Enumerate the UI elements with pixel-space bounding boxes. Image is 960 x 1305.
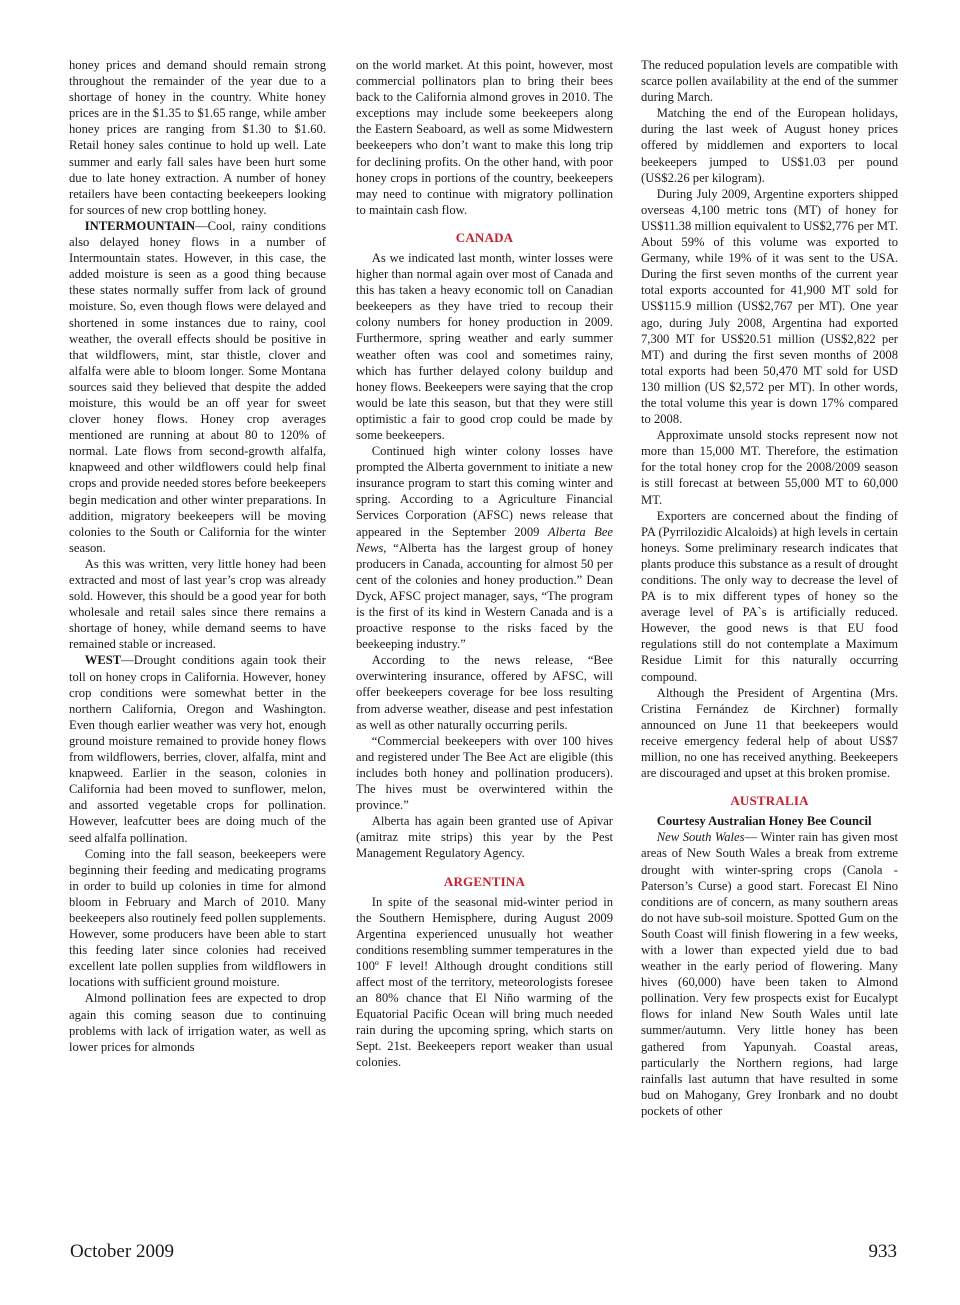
paragraph: Exporters are concerned about the finding of PA (Pyrrilozidic Alcaloids) at high levels in certain honeys. Some preliminary research indicates that plants produce this substance as a result of drought conditions. The only way to decrease the level of PA is to mix different types of honey so the average level of PA`s is artificially reduced. However, the good news is that EU food regulations still do not contemplate a Maximum Residue Limit for this naturally occurring compound.	[641, 508, 898, 684]
paragraph: Approximate unsold stocks represent now not more than 15,000 MT. Therefore, the estimation for the total honey crop for the 2008/2009 season is still forecast at between 55,000 MT to 60,000 MT.	[641, 428, 898, 507]
column-left	[69, 57, 326, 1055]
paragraph-text: Continued high winter colony losses have prompted the Alberta government to initiate a new insurance program to start this coming winter and spring. According to a Agriculture Financial Services Corporation (AFSC) news release that appeared in the September 2009	[356, 444, 613, 539]
paragraph: Although the President of Argentina (Mrs. Cristina Fernández de Kirchner) formally announced on June 11 that beekeepers would receive emergency federal help of about US$7 million, no one has received anything. Beekeepers are discouraged and upset at this broken promise.	[641, 685, 898, 781]
paragraph: “Commercial beekeepers with over 100 hives and registered under The Bee Act are eligible (this includes both honey and pollination producers). The hives must be overwintered within the province.”	[356, 733, 613, 813]
region-lead: WEST	[84, 653, 122, 668]
paragraph: Coming into the fall season, beekeepers were beginning their feeding and medicating programs in order to build up colonies in time for almond bloom in February and March of 2010. Many beekeepers also routinely feed pollen supplements. However, some producers have been able to start this feeding later since colonies had received excellent late pollen supplies from wildflowers in locations with sufficient ground moisture.	[69, 846, 326, 990]
section-heading-australia: AUSTRALIA	[730, 793, 809, 809]
paragraph: Alberta has again been granted use of Apivar (amitraz mite strips) this year by the Pest Management Regulatory Agency.	[356, 814, 613, 861]
paragraph-west	[69, 652, 326, 845]
region-lead: INTERMOUNTAIN	[84, 218, 196, 233]
paragraph: As we indicated last month, winter losses were higher than normal again over most of Canada and this has taken a heavy economic toll on Canadian beekeepers as they have tried to recoup their colony numbers for honey production in 2009. Furthermore, spring weather and early summer weather often was cool and sometimes rainy, which has further delayed colony buildup and honey flows. Beekeepers were saying that the crop would be late this season, but that they were still optimistic a fair to good crop could be made by some beekeepers.	[356, 250, 613, 442]
column-right	[641, 57, 898, 1119]
paragraph-text: —Drought conditions again took their toll on honey crops in California. However, honey crop conditions were somewhat better in the northern California, Oregon and Washington. Even though earlier weather was very hot, enough ground moisture remained to provide honey flows from wildflowers, berries, clover, alfalfa, mint and knapweed. Earlier in the season, colonies in California had been moved to sunflower, melon, and assorted vegetable crops for pollination. However, leafcutter bees are doing much of the seed alfalfa pollination.	[69, 653, 326, 845]
paragraph-text: , “Alberta has the largest group of honey producers in Canada, accounting for almost 50 per cent of the colonies and honey production.” Dean Dyck, AFSC project manager, says, “The program is the first of its kind in Western Canada and is a proactive response to the risks faced by the beekeeping industry.”	[356, 540, 613, 652]
paragraph: Almond pollination fees are expected to drop again this coming season due to continuing problems with lack of irrigation water, as well as lower prices for almonds	[69, 991, 326, 1054]
paragraph-text: — Winter rain has given most areas of New South Wales a break from extreme drought with winter-spring crops (Canola - Paterson’s Curse) a good start. Forecast El Nino conditions are of concern, as many southern areas do not have sub-soil moisture. Spotted Gum on the South Coast will finish flowering in a few weeks, with a lower than expected yield due to bad weather in the early period of flowering. Many hives (60,000) have been taken to Almond pollination. Very few prospects exist for Eucalypt flows for inland New South Wales until late summer/autumn. Very little honey has been gathered from Yapunyah. Coastal areas, particularly the Northern regions, had large rainfalls last autumn that have resulted in some bud on Mahogany, Grey Ironbark and no doubt pockets of other	[641, 830, 898, 1118]
paragraph: In spite of the seasonal mid-winter period in the Southern Hemisphere, during August 2009 Argentina experienced unusually hot weather conditions resembling summer temperatures in the 100º F level! Although drought conditions still affect most of the territory, meteorologists foresee an 80% chance that El Niño warming of the Equatorial Pacific Ocean will bring much needed rain during the upcoming spring, which starts on Sept. 21st. Beekeepers report weaker than usual colonies.	[356, 894, 613, 1070]
column-middle	[356, 57, 613, 1071]
paragraph-intermountain	[69, 218, 326, 556]
paragraph: Matching the end of the European holidays, during the last week of August honey prices offered by middlemen and exporters to local beekeepers jumped to US$1.03 per pound (US$2.26 per kilogram).	[641, 106, 898, 185]
paragraph: During July 2009, Argentine exporters shipped overseas 4,100 metric tons (MT) of honey for US$11.38 million equivalent to US$2,776 per MT. About 59% of this volume was exported to Germany, while 19% of it was sent to the USA. During the first seven months of the current year total exports accounted for 41,900 MT sold for US$115.9 million (US$2,767 per MT). One year ago, during July 2008, Argentina had exported 7,300 MT for US$20.51 million (US$2,822 per MT) and during the first seven months of 2008 total exports had been 50,470 MT sold for USD 130 million (US $2,572 per MT). In other words, the total volume this year is down 17% compared to 2008.	[641, 186, 898, 427]
publication-title: Alberta Bee News	[356, 524, 613, 555]
page-number: 933	[868, 1241, 897, 1262]
paragraph: The reduced population levels are compatible with scarce pollen availability at the end of the summer during March.	[641, 58, 898, 105]
paragraph: According to the news release, “Bee overwintering insurance, offered by AFSC, will offer beekeepers coverage for bee loss resulting from adverse weather, disease and pest infestation as well as other naturally occurring perils.	[356, 653, 613, 732]
section-heading-argentina: ARGENTINA	[443, 873, 526, 889]
paragraph: honey prices and demand should remain strong throughout the remainder of the year due to a shortage of honey in the country. White honey prices are in the $1.35 to $1.65 range, while amber honey prices are ranging from $1.30 to $1.60. Retail honey sales continue to hold up well. Late summer and early fall sales have been hurt some due to late honey extraction. A number of honey retailers have been contacting beekeepers looking for sources of new crop bottling honey.	[69, 58, 326, 217]
paragraph-text: —Cool, rainy conditions also delayed honey flows in a number of Intermountain states. However, in this case, the added moisture is seen as a good thing because these states normally suffer from lack of ground moisture. So, even though flows were delayed and shortened in some instances due to rainy, cool weather, the overall effects should be positive in that wildflowers, mint, star thistle, clover and alfalfa were able to bloom longer. Some Montana sources said they believed that despite the added moisture, this would be an off year for sweet clover honey flows. Honey crop averages mentioned are running at about 80 to 120% of normal. Late flows from second-growth alfalfa, knapweed and other wildflowers could help final crops and provide needed stores before beekeepers begin medication and other winter preparations. In addition, migratory beekeepers will be moving colonies to the South or California for the winter season.	[69, 218, 326, 555]
paragraph-afsc	[356, 443, 613, 652]
paragraph-nsw	[641, 829, 898, 1119]
paragraph: on the world market. At this point, however, most commercial pollinators plan to bring their bees back to the California almond groves in 2010. The exceptions may include some beekeepers along the Eastern Seaboard, as well as some Midwestern beekeepers who don’t want to make this long trip for declining profits. On the other hand, with poor honey crops in portions of the country, beekeepers may need to continue with migratory pollination to maintain cash flow.	[356, 58, 613, 217]
region-name: New South Wales	[656, 830, 745, 845]
footer-date: October 2009	[70, 1241, 174, 1262]
paragraph: As this was written, very little honey had been extracted and most of last year’s crop was already sold. However, this should be a good year for both wholesale and retail sales since there remains a shortage of honey, while demand seems to have remained stable or increased.	[69, 556, 326, 652]
section-credit: Courtesy Australian Honey Bee Council	[656, 814, 872, 829]
section-heading-canada: CANADA	[455, 229, 514, 245]
